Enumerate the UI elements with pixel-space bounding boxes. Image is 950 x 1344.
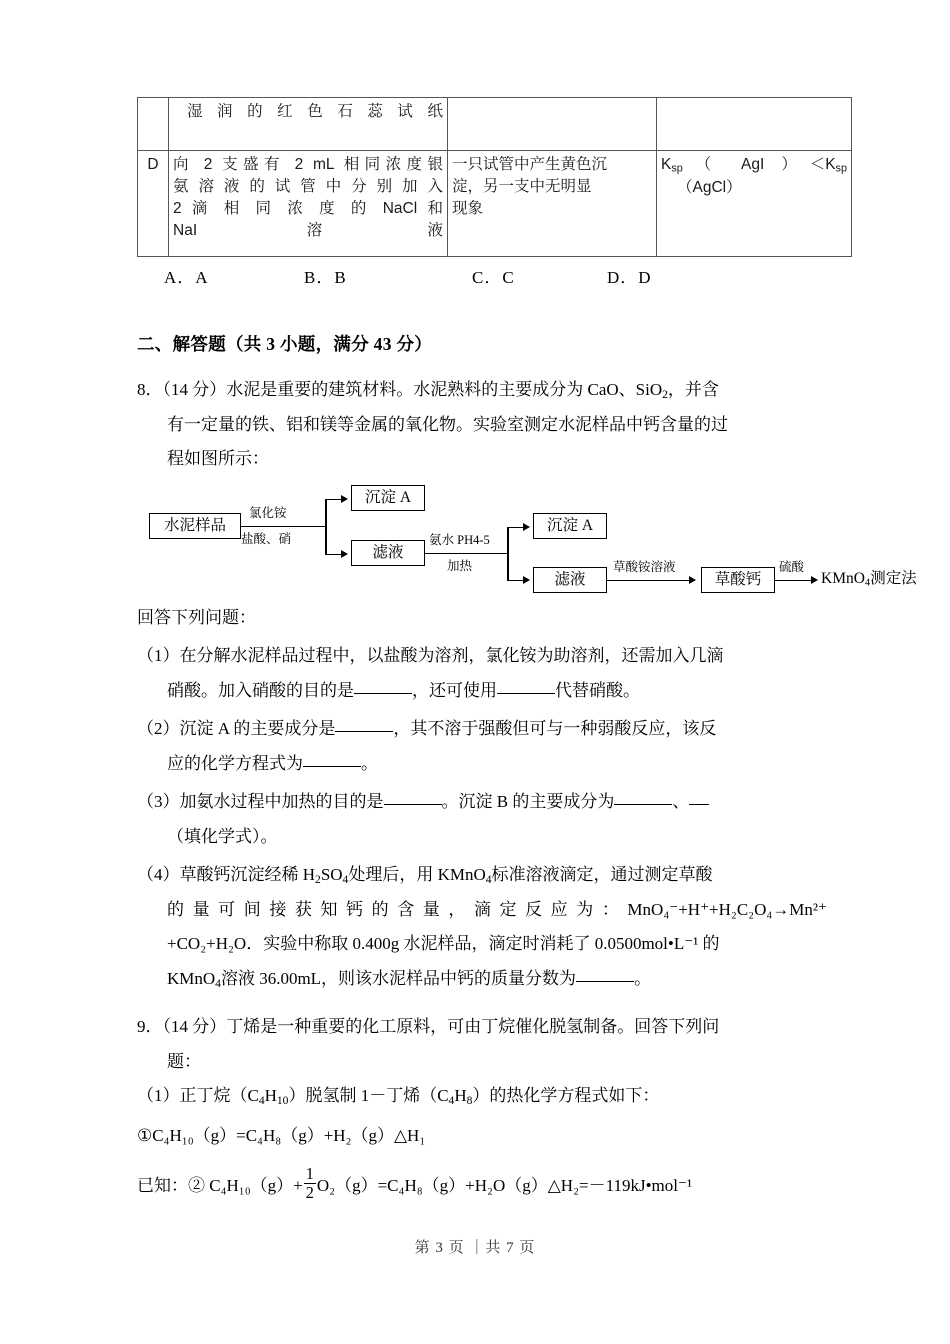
q9-equation-1: ①C₄H₁₀（g）=C₄H₈（g）+H₂（g）△H₁ bbox=[137, 1125, 426, 1145]
table-cell-letter bbox=[138, 98, 169, 151]
answer-blank[interactable] bbox=[354, 693, 412, 694]
h2so4-sub-2: 2 bbox=[315, 872, 321, 886]
q9-line-1: 9．（14 分）丁烯是一种重要的化工原料，可由丁烷催化脱氢制备。回答下列问 bbox=[137, 1017, 720, 1036]
answer-blank[interactable] bbox=[614, 804, 672, 805]
flow-box-precipitate-a-top: 沉淀 A bbox=[351, 485, 425, 512]
flow-split-vertical bbox=[325, 499, 327, 555]
table-cell-operation bbox=[169, 151, 448, 257]
flow-connector bbox=[241, 526, 327, 528]
answer-blank[interactable] bbox=[576, 981, 634, 982]
flow-connector bbox=[425, 553, 509, 555]
flow-box-filtrate-2: 滤液 bbox=[533, 567, 607, 594]
q9-line-2: 题： bbox=[167, 1051, 201, 1071]
q8-4-line-4: KMnO$_4$溶液 36.00mL，则该水泥样品中钙的质量分数为 。 bbox=[167, 968, 652, 990]
answer-options bbox=[137, 263, 827, 289]
table-cell-conclusion bbox=[657, 151, 852, 257]
ksp-subscript-2: sp bbox=[835, 162, 847, 175]
q8-4-line-3: +CO₂+H₂O．实验中称取 0.400g 水泥样品，滴定时消耗了 0.0500mol•L⁻¹ 的 bbox=[167, 934, 720, 953]
table-cell-operation bbox=[169, 98, 448, 151]
option-a[interactable]: A．A bbox=[164, 268, 209, 287]
q8-2-line-1: （2）沉淀 A 的主要成分是 ，其不溶于强酸但可与一种弱酸反应，该反 bbox=[137, 719, 717, 738]
flow-box-calcium-oxalate: 草酸钙 bbox=[701, 567, 775, 594]
one-half-fraction: $\frac{1}{2}$ bbox=[305, 1163, 314, 1203]
section-heading: 二、解答题（共 3 小题，满分 43 分） bbox=[137, 334, 433, 354]
c4-sub: 4 bbox=[258, 1093, 265, 1107]
option-c[interactable]: C．C bbox=[472, 268, 515, 287]
question-9 bbox=[137, 1010, 827, 1114]
ksp-symbol: K bbox=[661, 156, 672, 173]
page-content bbox=[137, 0, 917, 1203]
flow-label-sulfuric-acid: 硫酸 bbox=[779, 559, 805, 574]
flow-box-precipitate-a-2: 沉淀 A bbox=[533, 513, 607, 540]
table-cell-letter: D bbox=[138, 151, 169, 257]
flow-split-vertical bbox=[507, 527, 509, 581]
operation-line: 2 滴 相 同 浓 度 的 NaCl 和 bbox=[173, 200, 443, 217]
q8-prompt: 回答下列问题： bbox=[137, 607, 256, 627]
option-b[interactable]: B．B bbox=[304, 268, 347, 287]
question-8-sub-1 bbox=[137, 639, 827, 708]
q8-line-3: 程如图所示： bbox=[167, 449, 269, 468]
operation-line: 向 2 支盛有 2 mL 相同浓度银 bbox=[173, 156, 443, 173]
flow-connector bbox=[775, 580, 815, 582]
conclusion-line: （AgCl） bbox=[677, 178, 742, 196]
q8-2-line-2: 应的化学方程式为 。 bbox=[167, 753, 378, 773]
arrow-icon bbox=[689, 576, 696, 584]
q8-line-1: 8．（14 分）水泥是重要的建筑材料。水泥熟料的主要成分为 CaO、SiO$_2$，并含 bbox=[137, 380, 719, 401]
arrow-icon bbox=[811, 576, 818, 584]
table-cell-conclusion bbox=[657, 98, 852, 151]
h8-sub: 8 bbox=[466, 1093, 473, 1107]
answer-blank[interactable] bbox=[384, 804, 442, 805]
experiment-table bbox=[137, 97, 852, 257]
flow-label-hydrochloric-nitric: 盐酸、硝 bbox=[241, 531, 292, 546]
table-row bbox=[138, 98, 852, 151]
phenomenon-line: 淀，另一支中无明显 bbox=[452, 178, 592, 195]
arrow-icon bbox=[523, 576, 530, 584]
operation-text: 湿润的红色石蕊试纸 bbox=[187, 103, 443, 120]
process-flow-diagram bbox=[149, 483, 917, 591]
h10-sub: 10 bbox=[276, 1093, 289, 1107]
q8-1-line-1: （1）在分解水泥样品过程中，以盐酸为溶剂，氯化铵为助溶剂，还需加入几滴 bbox=[137, 646, 724, 665]
kmno4-sub-2: 4 bbox=[215, 976, 221, 990]
flow-connector bbox=[607, 580, 693, 582]
conclusion-line bbox=[661, 154, 847, 177]
table-cell-phenomenon bbox=[448, 151, 657, 257]
q8-1-line-2: 硝酸。加入硝酸的目的是 ，还可使用 代替硝酸。 bbox=[167, 680, 640, 700]
option-d[interactable]: D．D bbox=[607, 268, 652, 287]
less-than-sign: ＜ bbox=[809, 156, 826, 173]
q9-equation-2: 已知：② C₄H₁₀（g）+ $\frac{1}{2}$ O₂（g）=C₄H₈（g）+H₂O（g）△H₂=－119kJ•mol⁻¹ bbox=[137, 1163, 693, 1203]
kmno4-sub: 4 bbox=[485, 872, 492, 886]
page-footer: 第 3 页 ｜共 7 页 bbox=[414, 1240, 536, 1256]
agi-term: （ AgI ） bbox=[682, 156, 810, 173]
q8-3-line-2: （填化学式）。 bbox=[167, 826, 278, 846]
question-8 bbox=[137, 373, 827, 477]
question-8-sub-4 bbox=[137, 858, 827, 996]
flow-label-ammonium-oxalate: 草酸铵溶液 bbox=[613, 559, 676, 574]
flow-box-cement-sample: 水泥样品 bbox=[149, 513, 241, 540]
arrow-icon bbox=[523, 523, 530, 531]
arrow-icon bbox=[341, 495, 348, 503]
ksp-subscript: sp bbox=[671, 162, 683, 175]
flow-end-text: KMnO$_4$测定法 bbox=[821, 569, 917, 589]
q9-1-line-1: （1）正丁烷$(C_4H_{10})$脱氢制 1－丁烯$(C_4H_8)$的热化学方程式如下： bbox=[137, 1086, 660, 1107]
phenomenon-line: 现象 bbox=[452, 200, 484, 217]
operation-line: NaI 溶液 bbox=[173, 222, 443, 239]
answer-blank[interactable] bbox=[689, 804, 709, 805]
c4-sub-2: 4 bbox=[448, 1093, 455, 1107]
question-8-prompt bbox=[137, 601, 827, 636]
flow-box-filtrate-1: 滤液 bbox=[351, 540, 425, 567]
table-row bbox=[138, 151, 852, 257]
table-cell-phenomenon bbox=[448, 98, 657, 151]
kmno4-subscript: 4 bbox=[864, 577, 871, 589]
question-8-sub-2 bbox=[137, 712, 827, 781]
arrow-icon bbox=[341, 550, 348, 558]
titration-equation: MnO₄⁻+H⁺+H₂C₂O₄→Mn²⁺ bbox=[627, 899, 827, 919]
sio2-subscript: 2 bbox=[662, 387, 668, 401]
h2so4-sub-4: 4 bbox=[342, 872, 349, 886]
flow-label-ammonia-ph: 氨水 PH4-5 bbox=[429, 532, 490, 547]
flow-label-ammonium-chloride: 氯化铵 bbox=[249, 505, 287, 520]
answer-blank[interactable] bbox=[335, 731, 393, 732]
question-9-equations bbox=[137, 1120, 827, 1203]
q8-4-line-1: （4）草酸钙沉淀经稀 $H_2SO_4$处理后，用 KMnO$_4$标准溶液滴定，通过测定草酸 bbox=[137, 865, 713, 886]
question-8-sub-3 bbox=[137, 785, 827, 854]
ksp-symbol-2: K bbox=[825, 156, 836, 173]
q8-3-line-1: （3）加氨水过程中加热的目的是 。沉淀 B 的主要成分为 、 bbox=[137, 785, 827, 820]
phenomenon-line: 一只试管中产生黄色沉 bbox=[452, 156, 608, 173]
q8-line-2: 有一定量的铁、铝和镁等金属的氧化物。实验室测定水泥样品中钙含量的过 bbox=[167, 414, 728, 434]
operation-line: 氨溶液的试管中分别加入 bbox=[173, 178, 443, 195]
flow-label-heating: 加热 bbox=[447, 558, 473, 573]
answer-blank[interactable] bbox=[303, 766, 361, 767]
answer-blank[interactable] bbox=[497, 693, 555, 694]
q8-4-line-2: 的量可间接获知钙的含量，滴定反应为：MnO₄⁻+H⁺+H₂C₂O₄→Mn²⁺ bbox=[167, 899, 827, 919]
